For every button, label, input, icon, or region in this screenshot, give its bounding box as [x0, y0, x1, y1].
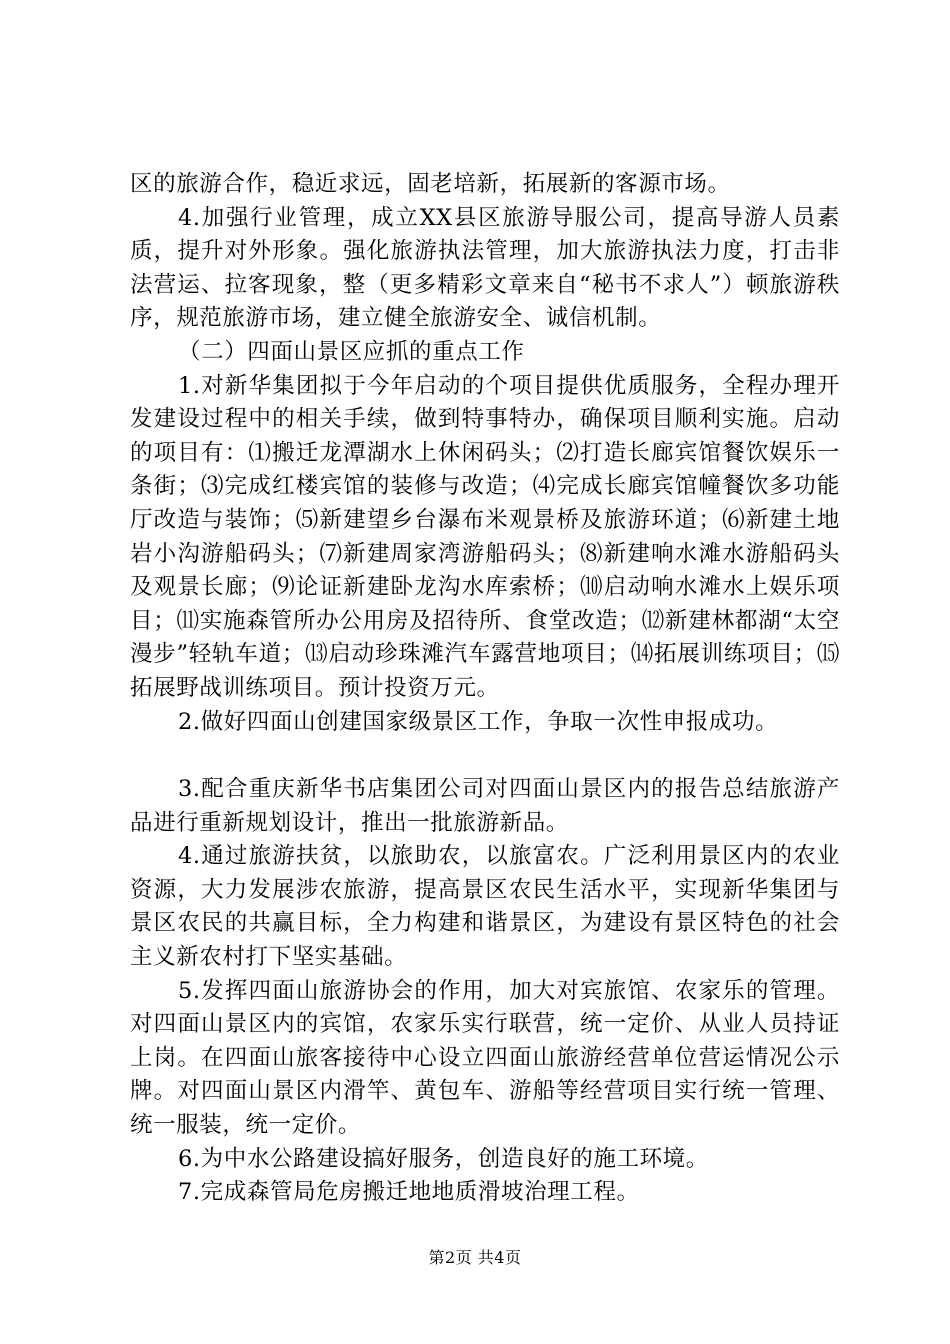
paragraph-item-1-projects: 1.对新华集团拟于今年启动的个项目提供优质服务，全程办理开发建设过程中的相关手续，做到特事特办，确保项目顺利实施。启动的项目有：⑴搬迁龙潭湖水上休闲码头；⑵打造长廊宾馆餐饮娱乐一条街；⑶完成红楼宾馆的装修与改造；⑷完成长廊宾馆幢餐饮多功能厅改造与装饰；⑸新建望乡台瀑布米观景桥及旅游环道；⑹新建土地岩小沟游船码头；⑺新建周家湾游船码头；⑻新建响水滩水游船码头及观景长廊；⑼论证新建卧龙沟水库索桥；⑽启动响水滩水上娱乐项目；⑾实施森管所办公用房及招待所、食堂改造；⑿新建林都湖“太空漫步”轻轨车道；⒀启动珍珠滩汽车露营地项目；⒁拓展训练项目；⒂拓展野战训练项目。预计投资万元。 [130, 372, 840, 701]
document-body [130, 168, 840, 1210]
section-heading: （二）四面山景区应抓的重点工作 [178, 338, 525, 365]
paragraph-item-2-national-scenic: 2.做好四面山创建国家级景区工作，争取一次性申报成功。 [178, 708, 779, 735]
paragraph-item-3-planning: 3.配合重庆新华书店集团公司对四面山景区内的报告总结旅游产品进行重新规划设计，推出一批旅游新品。 [130, 776, 840, 836]
paragraph-item-5-association: 5.发挥四面山旅游协会的作用，加大对宾旅馆、农家乐的管理。对四面山景区内的宾馆，农家乐实行联营，统一定价、从业人员持证上岗。在四面山旅客接待中心设立四面山旅游经营单位营运情况公示牌。对四面山景区内滑竿、黄包车、游船等经营项目实行统一管理、统一服装，统一定价。 [130, 977, 840, 1139]
paragraph-item-7-relocation: 7.完成森管局危房搬迁地地质滑坡治理工程。 [178, 1179, 640, 1206]
paragraph-item-4-management: 4.加强行业管理，成立XX县区旅游导服公司，提高导游人员素质，提升对外形象。强化旅游执法管理，加大旅游执法力度，打击非法营运、拉客现象，整（更多精彩文章来自“秘书不求人”）顿旅游秩序，规范旅游市场，建立健全旅游安全、诚信机制。 [130, 204, 840, 332]
paragraph-item-4-poverty: 4.通过旅游扶贫，以旅助农，以旅富农。广泛利用景区内的农业资源，大力发展涉农旅游，提高景区农民生活水平，实现新华集团与景区农民的共赢目标，全力构建和谐景区，为建设有景区特色的社会主义新农村打下坚实基础。 [130, 843, 840, 971]
page-number-footer: 第2页 共4页 [428, 1248, 522, 1267]
paragraph-continuation: 区的旅游合作，稳近求远，固老培新，拓展新的客源市场。 [130, 171, 731, 197]
paragraph-item-6-road: 6.为中水公路建设搞好服务，创造良好的施工环境。 [178, 1145, 709, 1172]
